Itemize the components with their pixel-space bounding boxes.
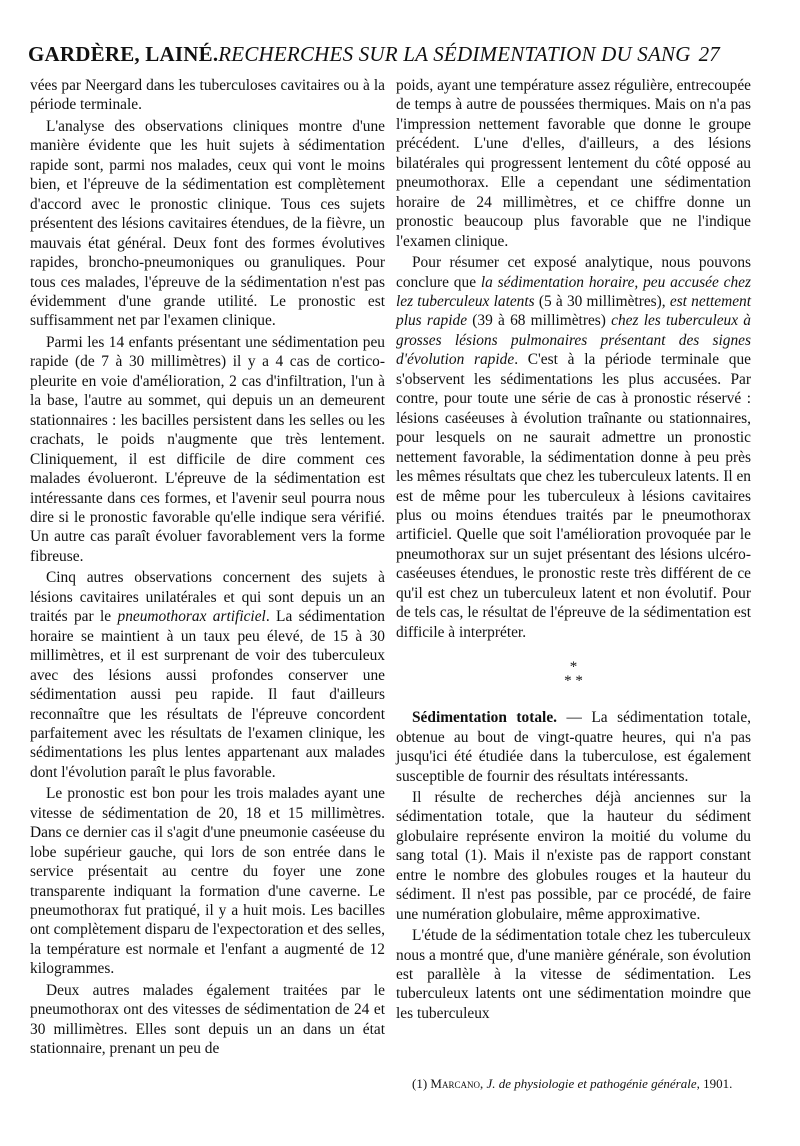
section-title: Sédimentation totale. [412,709,558,727]
paragraph: L'analyse des observations cliniques montre d'une manière évidente que les huit sujets à sédimentation rapide sont, parmi nos malades, ceux qui vont le moins bien, et l'épreuve de la sédimentation est complètement d'accord avec le pronostic clinique. Tous ces sujets présentent des lésions cavitaires étendues, de la fièvre, un mauvais état général. Deux font des formes évolutives rapides, broncho-pneumoniques ou granuliques. Pour tous ces malades, l'épreuve de la sédimentation n'est pas évidemment d'une grande utilité. Le pronostic est suffisamment net par l'examen clinique. [30,117,385,330]
footnote: (1) Marcano, J. de physiologie et pathogénie générale, 1901. [412,1076,733,1091]
italic-text: est nettement plus rapide [396,292,751,330]
paragraph [30,568,385,782]
italic-text: pneumothorax artificiel [117,608,266,626]
left-column [30,76,385,1059]
text-run: (39 à 68 millimètres) [467,312,612,330]
separator-star: * [569,659,578,676]
text-run: . La sédimentation horaire se maintient à un taux peu élevé, de 15 à 30 millimètres, et il est surprenant de voir des tuberculeux avec des lésions aussi profondes conserver une sédimentation aussi peu rapide. Il faut d'ailleurs reconnaître que les résultats de l'épreuve concordent parfaitement avec les résultats de l'examen clinique, les sédimentations les plus lentes appartenant aux malades dont l'évolution paraît le plus favorable. [30,608,385,781]
italic-text: la sédimentation horaire, peu accusée chez lez tuberculeux latents [396,273,752,310]
paragraph [396,708,751,786]
paragraph: Le pronostic est bon pour les trois malades ayant une vitesse de sédimentation de 20, 18 et 15 millimètres. Dans ce dernier cas il s'agit d'une pneumonie caséeuse du lobe supérieur gauche, qui lors de son entrée dans le service présentait au centre du foyer une zone transparente indiquant la formation d'une caverne. Le pneumothorax fut pratiqué, il y a huit mois. Les bacilles ont complètement disparu de l'expectoration et des selles, la température est normale et l'enfant a augmenté de 12 kilogrammes. [30,785,385,978]
text-run: Cinq autres observations concernent des sujets à lésions cavitaires unilatérales et qui sont depuis un an traités par le [30,569,385,626]
paragraph [396,253,751,642]
running-header [28,42,772,67]
paragraph: L'étude de la sédimentation totale chez les tuberculeux nous a montré que, d'une manière générale, son évolution est parallèle à la vitesse de sédimentation. Les tuberculeux latents ont une sédimentation moindre que les tuberculeux [396,927,751,1022]
right-column [396,76,751,1023]
section-separator [396,642,751,708]
paragraph: Il résulte de recherches déjà anciennes sur la sédimentation totale, que la hauteur du sédiment globulaire représente environ la moitié du volume du sang total (1). Mais il n'existe pas de rapport constant entre le nombre des globules rouges et la hauteur du sédiment. Il n'est pas possible, par ce procédé, de faire une numération globulaire, même approximative. [396,788,751,923]
footnote-author: Marcano [430,1076,480,1091]
paragraph: poids, ayant une température assez régulière, entrecoupée de temps à autre de poussées thermiques. Mais on n'a pas l'impression nettement favorable que donne le groupe précédent. L'une d'elles, d'ailleurs, a des lésions bilatérales qui progressent lentement du côté opposé au pneumothorax. Elle a cependant une sédimentation horaire de 24 millimètres, et ce chiffre donne un pronostic beaucoup plus favorable que ne l'indique l'examen clinique. [396,77,751,250]
separator-stars: * * [564,673,583,690]
footnote-number: (1) [412,1076,428,1091]
footnote-year: , 1901. [696,1076,733,1091]
text-run: . C'est à la période terminale que s'observent les sédimentations les plus accusées. Par contre, pour toute une série de cas à pronostic réservé : lésions caséeuses à évolution traînante ou stationnaires, pour lesquels on ne saurait admettre un pronostic nettement favorable, la sédimentation donne à peu près les mêmes résultats que chez les tuberculeux latents. Il en est de même pour les tuberculeux à lésions cavitaires plus ou moins étendues traités par le pneumothorax artificiel. Quelle que soit l'amélioration provoquée par le pneumothorax sur un sujet présentant des lésions ulcéro-caséeuses étendues, le pronostic reste très différent de ce qu'il est chez un tuberculeux latent et non évolutif. Pour de tels cas, le résultat de l'épreuve de la sédimentation est difficile à interpréter. [396,351,751,641]
italic-text: chez les tuberculeux à grosses lésions pulmonaires présentant des signes d'évolution rapide [396,312,751,369]
footnote-reference: J. de physiologie et pathogénie générale [486,1076,697,1091]
header-title: RECHERCHES SUR LA SÉDIMENTATION DU SANG [218,42,691,66]
paragraph: Parmi les 14 enfants présentant une sédimentation peu rapide (de 7 à 30 millimètres) il y a 4 cas de cortico-pleurite en voie d'amélioration, 2 cas d'infiltration, l'un à la base, l'autre au sommet, qui depuis un an demeurent stationnaires : les bacilles persistent dans les selles ou les crachats, le poids n'augmente que très lentement. Cliniquement, il est difficile de dire comment ces malades évolueront. L'épreuve de la sédimentation est intéressante dans ces formes, et l'avenir seul pourra nous dire si le pronostic favorable qu'elle indique sera vérifié. Un autre cas paraît évoluer favorablement vers la forme fibreuse. [30,333,385,565]
page-number: 27 [698,42,720,66]
text-run: (5 à 30 millimètres), [534,292,670,310]
text-run: — La sédimentation totale, obtenue au bout de vingt-quatre heures, qui n'a pas jusqu'ici été étudiée dans la tuberculose, est également susceptible de fournir des résultats intéressants. [396,709,752,785]
text-run: Pour résumer cet exposé analytique, nous pouvons conclure que [396,254,751,291]
header-authors: GARDÈRE, LAINÉ. [28,42,219,66]
paragraph: Deux autres malades également traitées par le pneumothorax ont des vitesses de sédimentation de 24 et 30 millimètres. Elles sont depuis un an dans un état stationnaire, prenant un peu de [30,981,385,1058]
paragraph: vées par Neergard dans les tuberculoses cavitaires ou à la période terminale. [30,77,385,114]
